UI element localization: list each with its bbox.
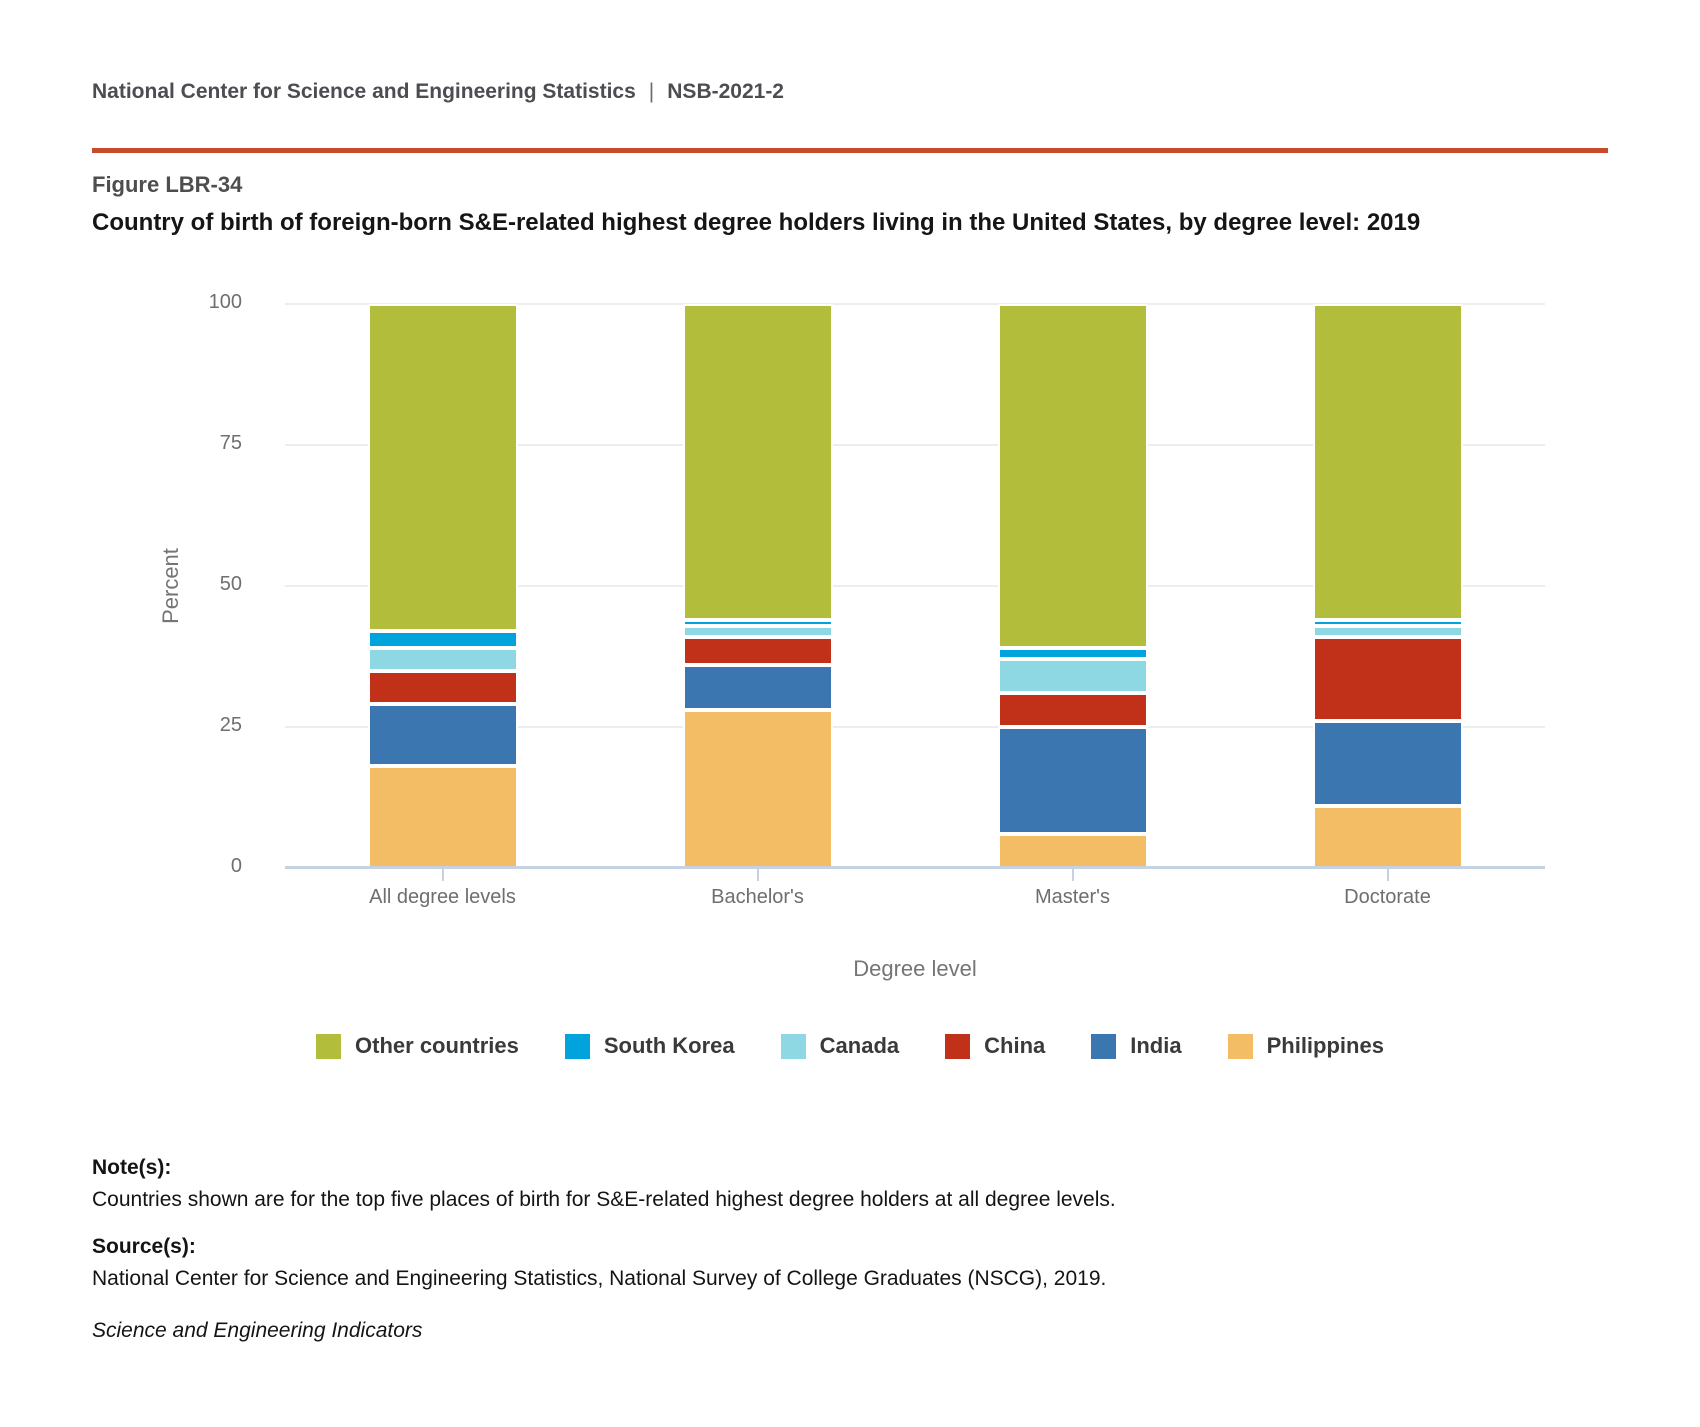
legend-label-other-countries: Other countries <box>355 1033 519 1058</box>
x-tick-bachelor-s <box>757 868 759 881</box>
legend-swatch-canada <box>781 1034 806 1059</box>
bar-master-s <box>998 304 1148 868</box>
x-tick-doctorate <box>1387 868 1389 881</box>
bar-segment-canada-all-degree-levels[interactable] <box>368 648 518 671</box>
figure-title: Country of birth of foreign-born S&E-related highest degree holders living in the United States, by degree level: 2019 <box>92 209 1421 236</box>
bar-segment-other-countries-doctorate[interactable] <box>1313 304 1463 620</box>
legend-label-china: China <box>984 1033 1046 1058</box>
bar-segment-canada-bachelor-s[interactable] <box>683 626 833 637</box>
stacked-bar-chart <box>92 250 1608 1010</box>
x-category-label-all-degree-levels: All degree levels <box>369 886 516 908</box>
x-axis-line <box>285 866 1545 869</box>
sources-text: National Center for Science and Engineering Statistics, National Survey of College Graduates (NSCG), 2019. <box>92 1266 1107 1290</box>
y-tick-label-0: 0 <box>230 855 242 877</box>
plot-area <box>285 304 1545 868</box>
notes-text: Countries shown are for the top five places of birth for S&E-related highest degree holders at all degree levels. <box>92 1187 1116 1211</box>
bar-segment-other-countries-master-s[interactable] <box>998 304 1148 648</box>
bar-segment-china-doctorate[interactable] <box>1313 637 1463 722</box>
y-tick-label-75: 75 <box>219 432 242 454</box>
legend-swatch-south-korea <box>565 1034 590 1059</box>
bar-segment-india-all-degree-levels[interactable] <box>368 704 518 766</box>
org-name: National Center for Science and Engineering Statistics <box>92 80 636 103</box>
y-tick-label-25: 25 <box>219 714 242 736</box>
notes-section <box>92 1152 1608 1347</box>
bar-segment-china-master-s[interactable] <box>998 693 1148 727</box>
legend-item-india[interactable] <box>1091 1033 1181 1059</box>
header-separator: | <box>648 80 655 103</box>
bar-segment-philippines-bachelor-s[interactable] <box>683 710 833 868</box>
sources-label: Source(s): <box>92 1235 196 1258</box>
accent-rule <box>92 148 1608 153</box>
x-tick-master-s <box>1072 868 1074 881</box>
bar-segment-china-all-degree-levels[interactable] <box>368 671 518 705</box>
legend-item-other-countries[interactable] <box>316 1033 519 1059</box>
y-tick-label-50: 50 <box>219 573 242 595</box>
bar-segment-canada-doctorate[interactable] <box>1313 626 1463 637</box>
bar-segment-india-doctorate[interactable] <box>1313 721 1463 806</box>
bar-all-degree-levels <box>368 304 518 868</box>
publication-title: Science and Engineering Indicators <box>92 1319 423 1342</box>
bar-segment-south-korea-master-s[interactable] <box>998 648 1148 659</box>
legend <box>92 1033 1608 1059</box>
bar-doctorate <box>1313 304 1463 868</box>
legend-label-philippines: Philippines <box>1266 1033 1384 1058</box>
figure-label: Figure LBR-34 <box>92 172 243 197</box>
legend-item-south-korea[interactable] <box>565 1033 735 1059</box>
bar-segment-other-countries-all-degree-levels[interactable] <box>368 304 518 631</box>
bar-segment-india-bachelor-s[interactable] <box>683 665 833 710</box>
legend-swatch-other-countries <box>316 1034 341 1059</box>
legend-label-south-korea: South Korea <box>603 1033 735 1058</box>
x-axis-title: Degree level <box>853 956 977 981</box>
legend-swatch-philippines <box>1228 1034 1253 1059</box>
x-category-label-master-s: Master's <box>1035 886 1110 908</box>
report-id: NSB-2021-2 <box>667 80 784 103</box>
bar-segment-philippines-all-degree-levels[interactable] <box>368 766 518 868</box>
legend-item-china[interactable] <box>945 1033 1045 1059</box>
bar-segment-china-bachelor-s[interactable] <box>683 637 833 665</box>
bar-segment-south-korea-all-degree-levels[interactable] <box>368 631 518 648</box>
x-category-label-bachelor-s: Bachelor's <box>711 886 804 908</box>
page-header <box>92 80 784 104</box>
legend-swatch-china <box>945 1034 970 1059</box>
bar-segment-other-countries-bachelor-s[interactable] <box>683 304 833 620</box>
x-tick-all-degree-levels <box>442 868 444 881</box>
legend-item-philippines[interactable] <box>1228 1033 1384 1059</box>
notes-label: Note(s): <box>92 1156 172 1179</box>
bar-segment-canada-master-s[interactable] <box>998 659 1148 693</box>
bar-segment-philippines-master-s[interactable] <box>998 834 1148 868</box>
bar-segment-india-master-s[interactable] <box>998 727 1148 834</box>
legend-item-canada[interactable] <box>781 1033 899 1059</box>
legend-label-canada: Canada <box>819 1033 900 1058</box>
x-category-label-doctorate: Doctorate <box>1344 886 1431 908</box>
legend-swatch-india <box>1091 1034 1116 1059</box>
y-axis-title: Percent <box>158 548 183 624</box>
bar-segment-philippines-doctorate[interactable] <box>1313 806 1463 868</box>
bar-bachelor-s <box>683 304 833 868</box>
y-tick-label-100: 100 <box>208 291 242 313</box>
legend-label-india: India <box>1130 1033 1182 1058</box>
